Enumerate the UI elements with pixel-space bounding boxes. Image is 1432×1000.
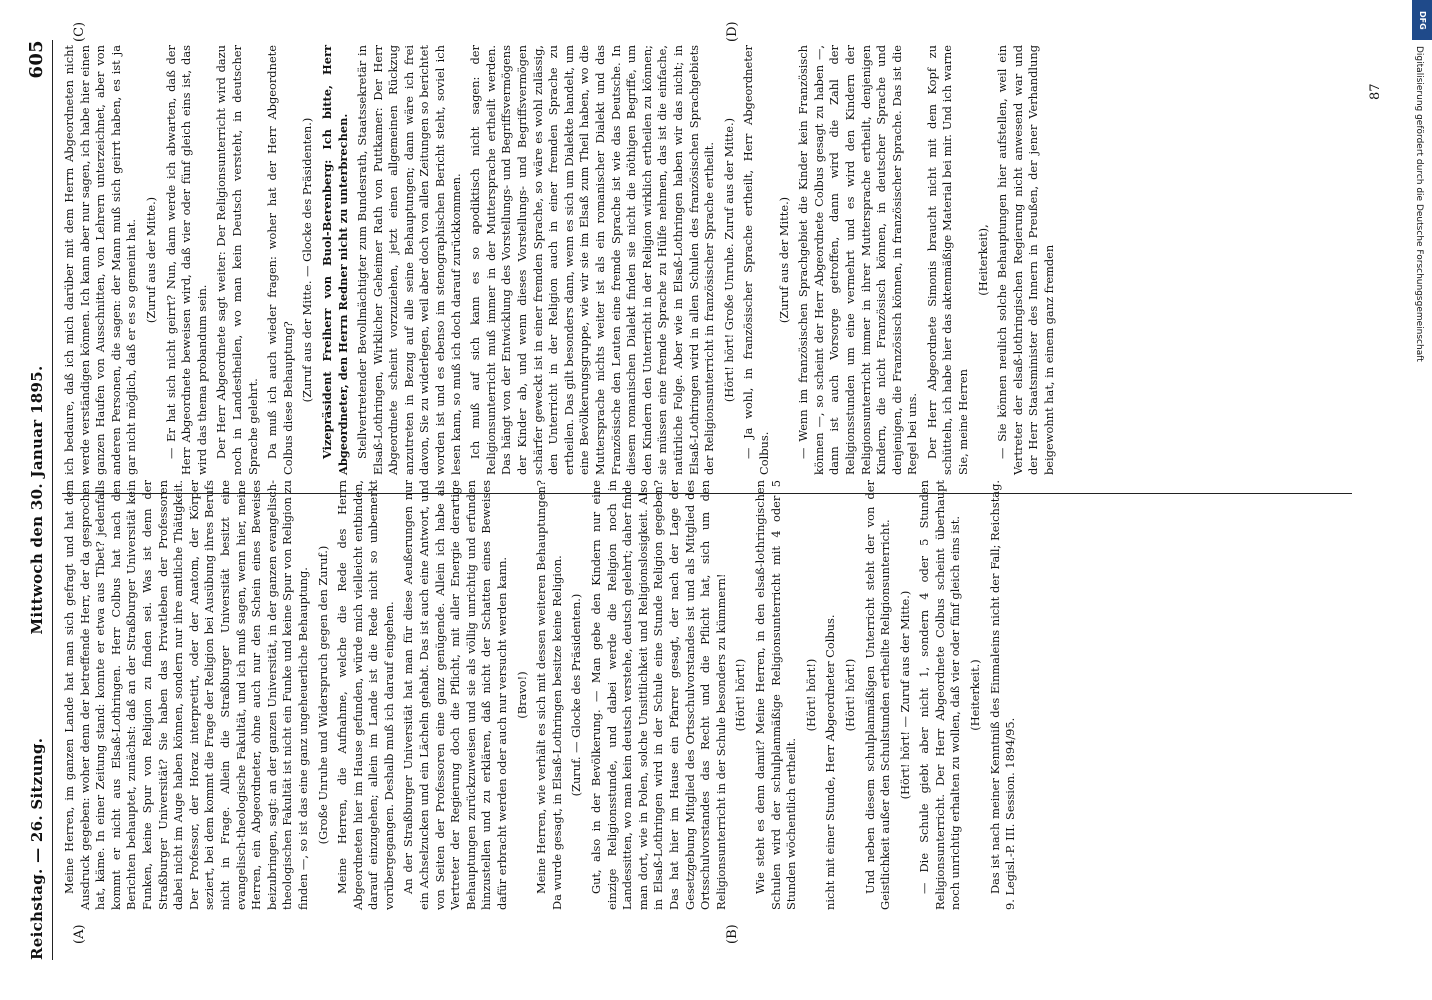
interjection: (Hört! hört!) (803, 658, 818, 732)
paragraph: Meine Herren, im ganzen Lande hat man sich gefragt und hat dem Ausdruck gegeben: woher denn der betreffende Herr, der da gesprochen hat, käme. In einer Zeitung stand: konnte er etwa aus Tibet? jedenfalls kommt er nicht aus Elsaß-Lothringen. Herr Colbus hat nach den Berichten behauptet, zunächst: daß an der Straßburger Universität kein Funken, keine Spur von Religion zu finden sei. Was ist denn der Straßburger Universität? Sie haben das Privatleben der Professoren dabei nicht im Auge haben können, sondern nur ihre amtliche Thätigkeit. Der Professor, der Horaz interpretirt, oder der Anatom, der Körper seziert, bei dem kommt die Frage der Religion bei Ausübung ihres Berufs nicht in Frage. Allein die Straßburger Universität besitzt eine evangelisch-theologische Fakultät, und ich muß sagen, wenn hier, meine Herren, ein Abgeordneter, ohne auch nur den Schein eines Beweises beizubringen, sagt: an der ganzen Universität, in der ganzen evangelisch-theologischen Fakultät ist nicht ein Funke und keine Spur von Religion zu finden —, so ist das eine ganz ungeheuerliche Behauptung. (62, 480, 310, 910)
paragraph: — Ja wohl, in französischer Sprache ertheilt, Herr Abgeordneter Colbus. (741, 45, 771, 475)
paragraph: Der Herr Abgeordnete Simonis braucht nicht mit dem Kopf zu schütteln, ich habe hier das aktenmäßige Material bei mir. Und ich warne Sie, meine Herren (924, 45, 971, 475)
page-number: 605 (26, 40, 47, 79)
paragraph: Das ist nach meiner Kenntniß des Einmaleins nicht der Fall; Reichstag. 9. Legisl.-P. III. Session. 1894/95. (987, 480, 1018, 910)
paragraph: Meine Herren, wie verhält es sich mit dessen weiteren Behauptungen? Da wurde gesagt, in Elsaß-Lothringen besitze keine Religion. (534, 480, 564, 910)
paragraph: Meine Herren, die Aufnahme, welche die Rede des Herrn Abgeordneten hier im Hause gefunden, würde mich vielleicht entbinden, darauf einzugehen; allein im Lande ist die Rede nicht so unbemerkt vorübergegangen. Deshalb muß ich darauf eingehen. (335, 480, 396, 910)
interjection: (Hört! hört! — Zuruf aus der Mitte.) (897, 590, 912, 800)
speaker-paragraph: Vizepräsident Freiherr von Buol-Berenberg: Ich bitte, Herr Abgeordneter, den Herrn Redner nicht zu unterbrechen. (319, 45, 350, 475)
page-header (22, 40, 56, 960)
margin-marker-c: (C) (72, 21, 87, 42)
dfg-badge: DFG (1412, 0, 1432, 40)
interjection: (Bravo!) (514, 671, 529, 719)
digitization-credit: Digitalisierung gefördert durch die Deutsche Forschungsgemeinschaft (1414, 46, 1424, 362)
header-rule (52, 40, 53, 960)
paragraph: Gut, also in der Bevölkerung. — Man gebe den Kindern nur eine einzige Religionsstunde, und dabei werde die Religion noch in Landessitten, wo man kein deutsch verstehe, deutsch gelehrt; daher finde man dort, wie in Polen, solche Unsittlichkeit und Religionslosigkeit. Also in Elsaß-Lothringen wird in der Schule eine Stunde Religion gegeben? Das hat hier im Hause ein Pfarrer gesagt, der nach der Lage der Gesetzgebung Mitglied des Ortsschulvorstandes ist und als Mitglied des Ortsschulvorstandes das Recht und die Pflicht hat, sich um den Religionsunterricht in der Schule besonders zu kümmern! (589, 480, 728, 910)
interjection: (Hört! hört!) (842, 658, 857, 732)
paragraph: — Er hat sich nicht geirrt? Nun, dann werde ich abwarten, daß der Herr Abgeordnete beweisen wird, daß vier oder fünf gleich eins ist, das wird das thema probandum sein. (163, 45, 209, 475)
paragraph: nicht mit einer Stunde, Herr Abgeordneter Colbus. (823, 614, 838, 910)
interjection: (Heiterkeit.) (968, 659, 983, 731)
paragraph: Wie steht es denn damit? Meine Herren, in den elsaß-lothringischen Schulen wird der schulplanmäßige Religionsunterricht mit 4 oder 5 Stunden wöchentlich ertheilt. (752, 480, 799, 910)
paragraph: — Wenn im französischen Sprachgebiet die Kinder kein Französisch können —, so scheint der Herr Abgeordnete Colbus gesagt zu haben —, dann ist auch Vorsorge getroffen, dann wird die Zahl der Religionsstunden um eine vermehrt und es wird den Kindern der Religionsunterricht immer in ihrer Muttersprache ertheilt, denjenigen Kindern, die nicht Französisch können, in deutscher Sprache und denjenigen, die Französisch können, in französischer Sprache. Das ist die Regel bei uns. (796, 45, 920, 475)
speaker-paragraph: Stellvertretender Bevollmächtigter zum Bundesrath, Staatssekretär in Elsaß-Lothringen, Wirklicher Geheimer Rath von Puttkamer: Der Herr Abgeordnete scheint vorzuziehen, jetzt einen allgemeinen Rückzug anzutreten in Bezug auf alle seine Behauptungen; dann wäre ich frei davon, Sie zu widerlegen, weil aber doch von allen Zeitungen so berichtet worden ist und es ebenso im stenographischen Bericht steht, soviel ich lesen kann, so muß ich doch darauf zurückkommen. (355, 45, 463, 475)
interjection: (Hört! hört!) (733, 658, 748, 732)
margin-marker-d: (D) (725, 21, 740, 42)
left-column (62, 480, 1023, 910)
side-banner (1412, 0, 1432, 1000)
right-column (62, 45, 1062, 475)
header-session: Reichstag. — 26. Sitzung. (28, 737, 46, 960)
paragraph: ich bedaure, daß ich mich darüber mit dem Herrn Abgeordneten nicht werde verständigen können. Ich kann aber nur sagen, ich habe hier einen ganzen Haufen von Ausschnitten, von Lehrern unterzeichnet, aber von anderen Personen, die sagen: der Mann muß sich geirrt haben, es ist ja gar nicht möglich, daß er es so gemeint hat. (62, 45, 139, 475)
interjection: (Hört! hört! Große Unruhe. Zuruf aus der Mitte.) (721, 117, 736, 403)
interjection: (Zuruf. — Glocke des Präsidenten.) (569, 593, 584, 797)
paragraph: Da muß ich auch wieder fragen: woher hat der Herr Abgeordnete Colbus diese Behauptung? (265, 45, 295, 475)
column-divider (62, 493, 1352, 494)
interjection: (Zuruf aus der Mitte. — Glocke des Präsidenten.) (300, 117, 315, 403)
sheet-number: 87 (1368, 83, 1383, 100)
interjection: (Zuruf aus der Mitte.) (776, 196, 791, 324)
paragraph: Und neben diesem schulplanmäßigen Unterricht steht der von der Geistlichkeit außer den Schulstunden ertheilte Religionsunterricht. (862, 480, 893, 910)
paragraph: — Sie können neulich solche Behauptungen hier aufstellen, weil ein Vertreter der elsaß-lothringischen Regierung nicht anwesend war und der Herr Staatsminister des Innern in Preußen, der jener Verhandlung beigewohnt hat, in einem ganz fremden (995, 45, 1057, 475)
margin-marker-b: (B) (725, 924, 740, 944)
interjection: (Große Unruhe und Widerspruch gegen den Zuruf.) (315, 545, 330, 845)
paragraph: Ich muß auf sich kann es so apodiktisch nicht sagen: der Religionsunterricht muß immer in der Muttersprache ertheilt werden. Das hängt von der Entwicklung des Vorstellungs- und Begriffsvermögens der Kinder ab, und wenn dieses Vorstellungs- und Begriffsvermögen schärfer geweckt ist in einer fremden Sprache, so wäre es wohl zulässig, den Unterricht in der Religion auch in einer fremden Sprache zu ertheilen. Das gilt besonders dann, wenn es sich um Dialekte handelt, um eine Bevölkerungsgruppe, wie wir sie im Elsaß zum Theil haben, wo die Muttersprache nichts weiter ist als ein romanischer Dialekt und das Französische den Leuten eine fremde Sprache ist wie das Deutsche. In diesem romanischen Dialekt finden sie nicht die nöthigen Begriffe, um den Kindern den Unterricht in der Religion wirklich ertheilen zu können; sie müssen eine fremde Sprache zu Hülfe nehmen, das ist die einfache, natürliche Folge. Aber wie in Elsaß-Lothringen haben wir das nicht; in Elsaß-Lothringen wird in allen Schulen des französischen Sprachgebiets der Religionsunterricht in französischer Sprache ertheilt. (468, 45, 717, 475)
paragraph: — Die Schule giebt aber nicht 1, sondern 4 oder 5 Stunden Religionsunterricht. Der Herr Abgeordnete Colbus scheint überhaupt noch unrichtig erhalten zu wollen, daß vier oder fünf gleich eins ist. (917, 480, 963, 910)
interjection: (Heiterkeit), (975, 224, 990, 296)
paragraph: Der Herr Abgeordnete sagt weiter: Der Religionsunterricht wird dazu noch in Landestheilen, wo man kein Deutsch versteht, in deutscher Sprache gelehrt. (214, 45, 260, 475)
paragraph: An der Straßburger Universität hat man für diese Aeußerungen nur ein Achselzucken und ein Lächeln gehabt. Das ist auch eine Antwort, und von Seiten der Professoren eine ganz genügende. Allein ich habe als Vertreter der Regierung doch die Pflicht, mit aller Energie derartige Behauptungen zurückzuweisen und sie als völlig unrichtig und erfunden hinzustellen und zu erklären, daß nicht der Schatten eines Beweises dafür erbracht werden oder auch nur versucht werden kann. (401, 480, 510, 910)
margin-marker-a: (A) (72, 924, 87, 944)
header-date: Mittwoch den 30. Januar 1895. (28, 365, 46, 635)
interjection: (Zuruf aus der Mitte.) (143, 196, 158, 324)
